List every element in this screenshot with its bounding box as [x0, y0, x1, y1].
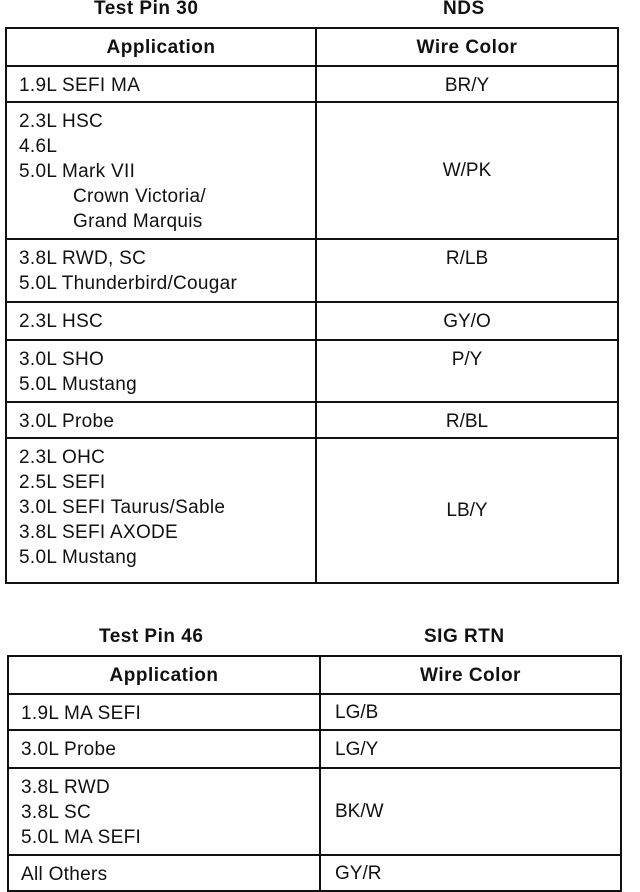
application-cell — [6, 302, 316, 340]
application-text: 2.3L HSC — [19, 111, 104, 132]
table-row — [8, 730, 621, 768]
application-text: Crown Victoria/ — [73, 186, 206, 207]
application-cell — [8, 855, 320, 891]
application-text: 3.0L Probe — [19, 411, 115, 432]
application-text: 2.5L SEFI — [19, 472, 106, 493]
application-text: 2.3L OHC — [19, 447, 106, 468]
table-header-row — [6, 28, 618, 66]
column-header-wire-color: Wire Color — [320, 656, 621, 694]
column-header-wire-color: Wire Color — [316, 28, 618, 66]
application-text: 3.0L SHO — [19, 349, 105, 370]
wire-color-cell: BR/Y — [316, 66, 618, 102]
application-text: 3.0L SEFI Taurus/Sable — [19, 497, 226, 518]
table-row — [8, 768, 621, 855]
application-text: 3.8L RWD — [21, 777, 110, 798]
application-text: 5.0L Mustang — [19, 547, 138, 568]
wire-color-cell: W/PK — [316, 102, 618, 239]
wire-color-cell: LG/Y — [320, 730, 621, 768]
application-text: 2.3L HSC — [19, 311, 104, 332]
application-cell — [6, 66, 316, 102]
application-text: Grand Marquis — [73, 211, 203, 232]
table-row — [6, 66, 618, 102]
wire-color-cell: GY/R — [320, 855, 621, 891]
table1-title-left: Test Pin 30 — [94, 0, 199, 19]
application-text: 3.0L Probe — [21, 739, 117, 760]
table-row — [6, 340, 618, 402]
application-text: 3.8L SEFI AXODE — [19, 522, 179, 543]
wire-color-cell: GY/O — [316, 302, 618, 340]
application-text: 5.0L Thunderbird/Cougar — [19, 273, 238, 294]
table-row — [8, 694, 621, 730]
wire-color-cell: P/Y — [316, 340, 618, 402]
wire-color-cell: LG/B — [320, 694, 621, 730]
table-row — [6, 438, 618, 583]
pin46-table — [7, 655, 622, 892]
pin30-table — [5, 27, 619, 584]
wire-color-cell: BK/W — [320, 768, 621, 855]
application-cell — [6, 340, 316, 402]
table-row — [8, 855, 621, 891]
table2-title-right: SIG RTN — [424, 626, 505, 647]
application-cell — [8, 730, 320, 768]
application-text: 5.0L MA SEFI — [21, 827, 142, 848]
application-text: 3.8L RWD, SC — [19, 248, 147, 269]
application-text: 5.0L Mustang — [19, 374, 138, 395]
table2-title-left: Test Pin 46 — [99, 626, 204, 647]
table-header-row — [8, 656, 621, 694]
application-cell — [6, 102, 316, 239]
table-row — [6, 102, 618, 239]
application-cell — [8, 768, 320, 855]
table-row — [6, 402, 618, 438]
table1-title-right: NDS — [443, 0, 485, 19]
application-text: 1.9L MA SEFI — [21, 703, 142, 724]
wire-color-cell: LB/Y — [316, 438, 618, 583]
application-cell — [6, 402, 316, 438]
application-cell — [8, 694, 320, 730]
wire-color-cell: R/BL — [316, 402, 618, 438]
application-text: 1.9L SEFI MA — [19, 75, 141, 96]
application-text: 5.0L Mark VII — [19, 161, 136, 182]
application-text: 4.6L — [19, 136, 58, 157]
application-cell — [6, 438, 316, 583]
application-text: 3.8L SC — [21, 802, 92, 823]
application-cell — [6, 239, 316, 302]
wire-color-cell: R/LB — [316, 239, 618, 302]
table-row — [6, 302, 618, 340]
application-text: All Others — [21, 864, 108, 885]
column-header-application: Application — [6, 28, 316, 66]
table-row — [6, 239, 618, 302]
column-header-application: Application — [8, 656, 320, 694]
